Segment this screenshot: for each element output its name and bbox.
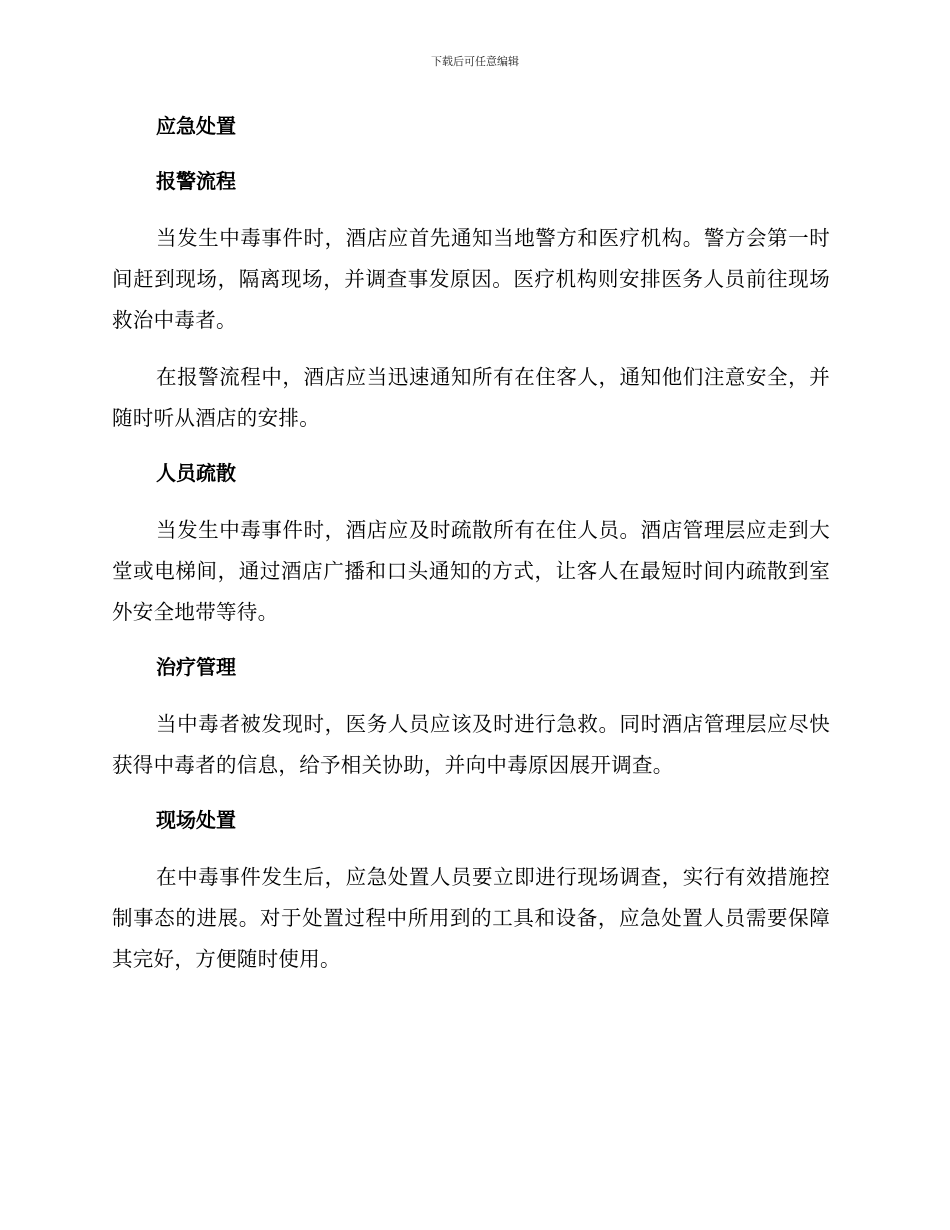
main-title: 应急处置: [156, 114, 236, 138]
section-title-evacuation: 人员疏散: [156, 461, 236, 485]
page-header: 下载后可任意编辑: [431, 55, 519, 68]
section-treatment: [112, 649, 830, 786]
section-title-treatment: 治疗管理: [156, 655, 236, 679]
section-on-site: [112, 802, 830, 980]
paragraph: 在报警流程中，酒店应当迅速通知所有在住客人，通知他们注意安全，并随时听从酒店的安排。: [112, 365, 830, 430]
section-title-alarm-process: 报警流程: [156, 169, 236, 193]
paragraph: 当中毒者被发现时，医务人员应该及时进行急救。同时酒店管理层应尽快获得中毒者的信息，给予相关协助，并向中毒原因展开调查。: [112, 712, 830, 777]
paragraph: 在中毒事件发生后，应急处置人员要立即进行现场调查，实行有效措施控制事态的进展。对于处置过程中所用到的工具和设备，应急处置人员需要保障其完好，方便随时使用。: [112, 865, 830, 971]
section-alarm-process: [112, 163, 830, 439]
paragraph: 当发生中毒事件时，酒店应首先通知当地警方和医疗机构。警方会第一时间赶到现场，隔离现场，并调查事发原因。医疗机构则安排医务人员前往现场救治中毒者。: [112, 226, 830, 332]
section-evacuation: [112, 455, 830, 633]
section-title-on-site: 现场处置: [156, 808, 236, 832]
paragraph: 当发生中毒事件时，酒店应及时疏散所有在住人员。酒店管理层应走到大堂或电梯间，通过酒店广播和口头通知的方式，让客人在最短时间内疏散到室外安全地带等待。: [112, 518, 830, 624]
document-body: [112, 108, 830, 996]
